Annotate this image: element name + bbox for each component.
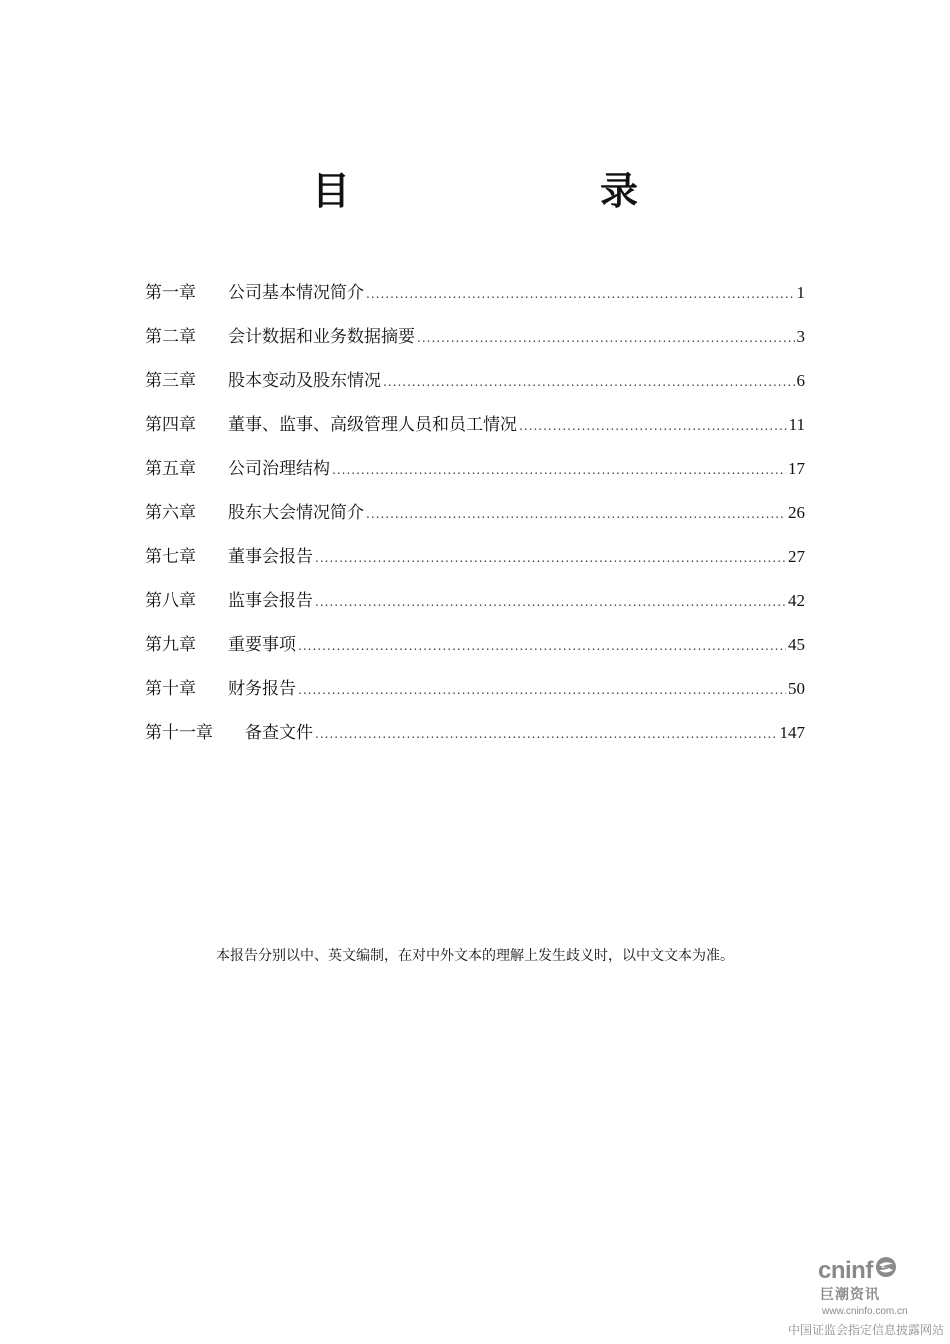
logo-url: www.cninfo.com.cn (822, 1306, 908, 1317)
toc-page-number: 11 (788, 415, 805, 434)
cninfo-watermark-logo (788, 1256, 950, 1344)
toc-chapter: 第六章 (145, 503, 196, 523)
toc-leader (417, 331, 795, 345)
toc-title: 董事会报告 (228, 547, 313, 567)
toc-leader (315, 551, 786, 565)
toc-chapter: 第一章 (145, 283, 196, 303)
toc-title: 监事会报告 (228, 591, 313, 611)
toc-leader (298, 683, 786, 697)
toc-entry-2[interactable] (145, 322, 805, 366)
toc-chapter: 第九章 (145, 635, 196, 655)
toc-page-number: 147 (779, 723, 805, 742)
toc-chapter: 第十一章 (145, 723, 213, 743)
logo-brand-cn: 巨潮资讯 (820, 1287, 880, 1303)
toc-page-number: 27 (788, 547, 805, 566)
toc-entry-4[interactable] (145, 410, 805, 454)
toc-page-number: 26 (788, 503, 805, 522)
toc-entry-1[interactable] (145, 278, 805, 322)
toc-leader (298, 639, 786, 653)
toc-chapter: 第十章 (145, 679, 196, 699)
toc-entry-5[interactable] (145, 454, 805, 498)
toc-leader (366, 507, 786, 521)
table-of-contents (145, 278, 805, 762)
toc-entry-3[interactable] (145, 366, 805, 410)
toc-page-number: 45 (788, 635, 805, 654)
toc-chapter: 第二章 (145, 327, 196, 347)
toc-title: 重要事项 (228, 635, 296, 655)
toc-leader (332, 463, 786, 477)
toc-chapter: 第五章 (145, 459, 196, 479)
toc-chapter: 第八章 (145, 591, 196, 611)
language-note: 本报告分别以中、英文编制，在对中外文本的理解上发生歧义时，以中文文本为准。 (216, 948, 734, 964)
toc-title: 公司基本情况简介 (228, 283, 364, 303)
logo-brand-text: cninf (818, 1256, 873, 1284)
toc-page-number: 50 (788, 679, 805, 698)
toc-leader (383, 375, 795, 389)
toc-entry-8[interactable] (145, 586, 805, 630)
toc-page-number: 1 (796, 283, 805, 302)
page-title: 目 录 (311, 168, 696, 213)
toc-leader (315, 727, 778, 741)
toc-title: 股东大会情况简介 (228, 503, 364, 523)
toc-chapter: 第四章 (145, 415, 196, 435)
toc-chapter: 第三章 (145, 371, 196, 391)
toc-leader (315, 595, 786, 609)
toc-entry-6[interactable] (145, 498, 805, 542)
toc-page-number: 42 (788, 591, 805, 610)
toc-entry-11[interactable] (145, 718, 805, 762)
logo-brand (818, 1256, 897, 1285)
toc-leader (519, 419, 787, 433)
toc-page-number: 17 (788, 459, 805, 478)
toc-title: 财务报告 (228, 679, 296, 699)
toc-page-number: 3 (796, 327, 805, 346)
toc-title: 公司治理结构 (228, 459, 330, 479)
toc-leader (366, 287, 795, 301)
s-swoosh-icon (875, 1256, 897, 1285)
toc-entry-7[interactable] (145, 542, 805, 586)
toc-title: 会计数据和业务数据摘要 (228, 327, 415, 347)
toc-entry-10[interactable] (145, 674, 805, 718)
toc-chapter: 第七章 (145, 547, 196, 567)
toc-title: 董事、监事、高级管理人员和员工情况 (228, 415, 517, 435)
toc-entry-9[interactable] (145, 630, 805, 674)
toc-page-number: 6 (796, 371, 805, 390)
logo-tagline: 中国证监会指定信息披露网站 (788, 1323, 945, 1337)
toc-title: 股本变动及股东情况 (228, 371, 381, 391)
toc-title: 备查文件 (245, 723, 313, 743)
